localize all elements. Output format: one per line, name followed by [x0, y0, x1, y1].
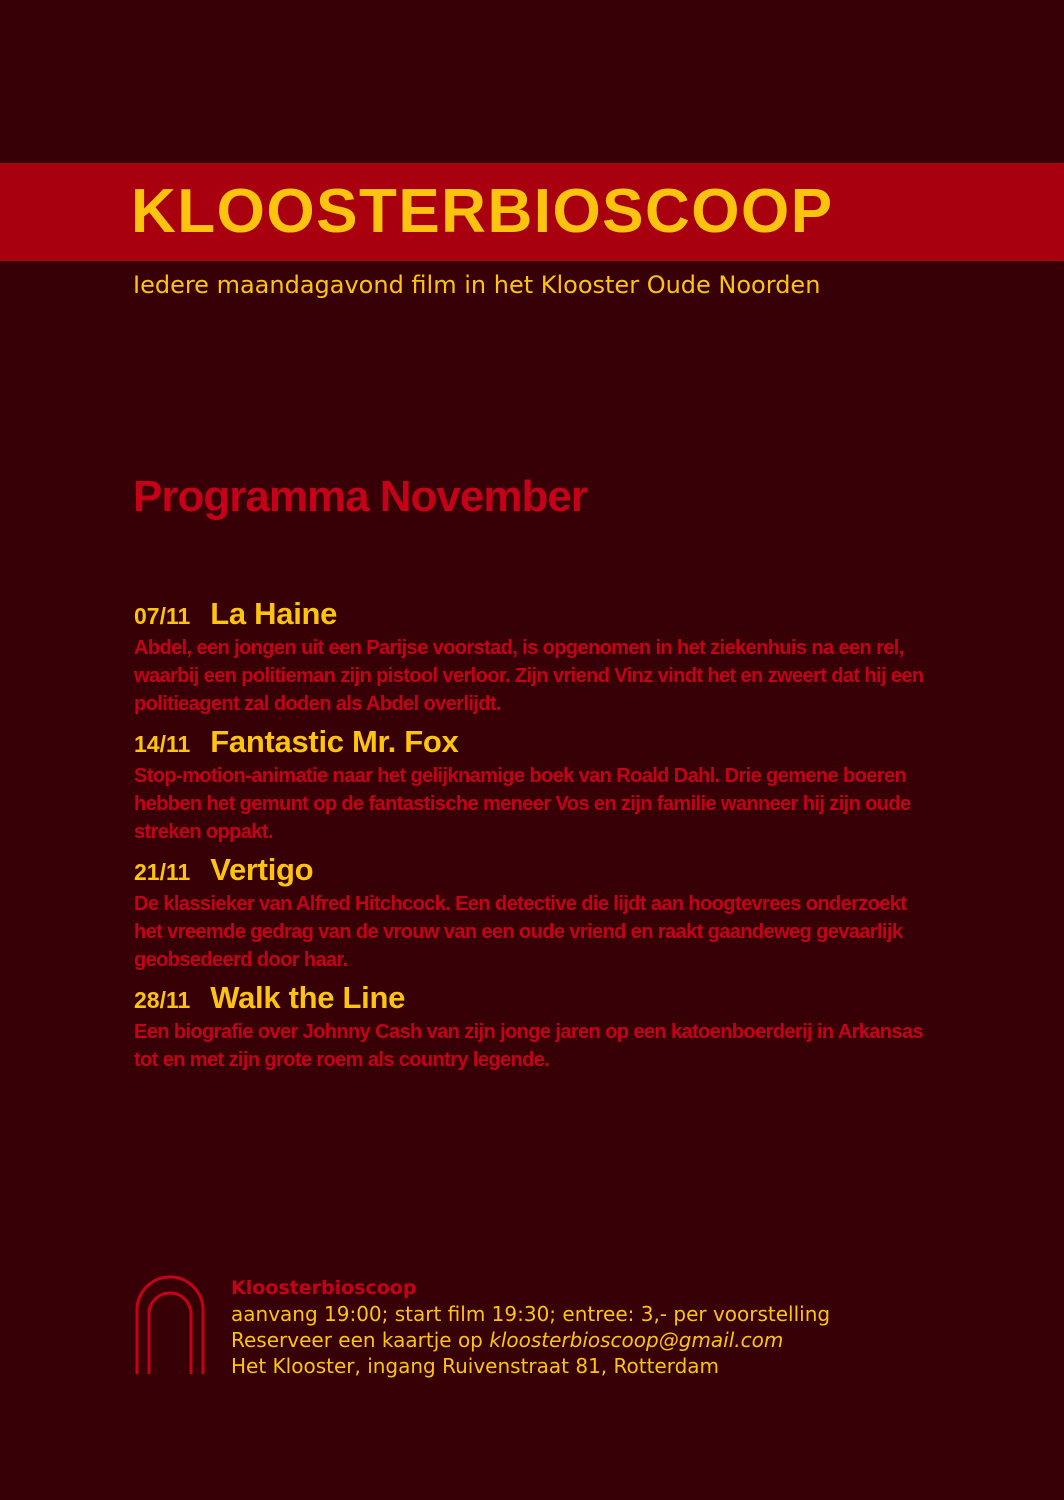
- email-link[interactable]: kloosterbioscoop@gmail.com: [489, 1328, 784, 1352]
- page-subtitle: Iedere maandagavond film in het Klooster Oude Noorden: [133, 271, 821, 299]
- film-title: Walk the Line: [210, 980, 406, 1015]
- arch-door-icon: [133, 1272, 207, 1376]
- film-date: 28/11: [134, 987, 191, 1013]
- film-description: De klassieker van Alfred Hitchcock. Een detective die lijdt aan hoogtevrees onderzoekt het vreemde gedrag van de vrouw van een oude vriend en raakt gaandeweg gevaarlijk geobsedeerd door haar.: [134, 893, 907, 971]
- footer-address: Het Klooster, ingang Ruivenstraat 81, Rotterdam: [231, 1354, 720, 1378]
- film-description: Abdel, een jongen uit een Parijse voorstad, is opgenomen in het ziekenhuis na een rel, waarbij een politieman zijn pistool verloor. Zijn vriend Vinz vindt het en zweert dat hij een politieagent zal doden als Abdel overlijdt.: [134, 637, 924, 715]
- footer-name: Kloosterbioscoop: [231, 1277, 417, 1299]
- footer-schedule: aanvang 19:00; start film 19:30; entree: 3,- per voorstelling: [231, 1302, 831, 1326]
- footer-reservation: [231, 1327, 991, 1353]
- film-date: 21/11: [134, 859, 191, 885]
- film-title: Fantastic Mr. Fox: [210, 724, 459, 759]
- film-title: La Haine: [210, 596, 338, 631]
- reservation-text: Reserveer een kaartje op: [231, 1328, 490, 1352]
- film-date: 14/11: [134, 731, 191, 757]
- film-item: [134, 596, 934, 718]
- film-item: [134, 852, 934, 974]
- film-item: [134, 980, 934, 1074]
- film-description: Een biografie over Johnny Cash van zijn jonge jaren op een katoenboerderij in Arkansas tot en met zijn grote roem als country legende.: [134, 1021, 923, 1071]
- page-title: KLOOSTERBIOSCOOP: [131, 177, 834, 246]
- film-description: Stop-motion-animatie naar het gelijknamige boek van Roald Dahl. Drie gemene boeren hebben het gemunt op de fantastische meneer Vos en zijn familie wanneer hij zijn oude streken oppakt.: [134, 765, 911, 843]
- footer-info: [231, 1276, 991, 1379]
- film-date: 07/11: [134, 603, 191, 629]
- program-heading: Programma November: [133, 472, 587, 521]
- film-title: Vertigo: [210, 852, 314, 887]
- film-item: [134, 724, 934, 846]
